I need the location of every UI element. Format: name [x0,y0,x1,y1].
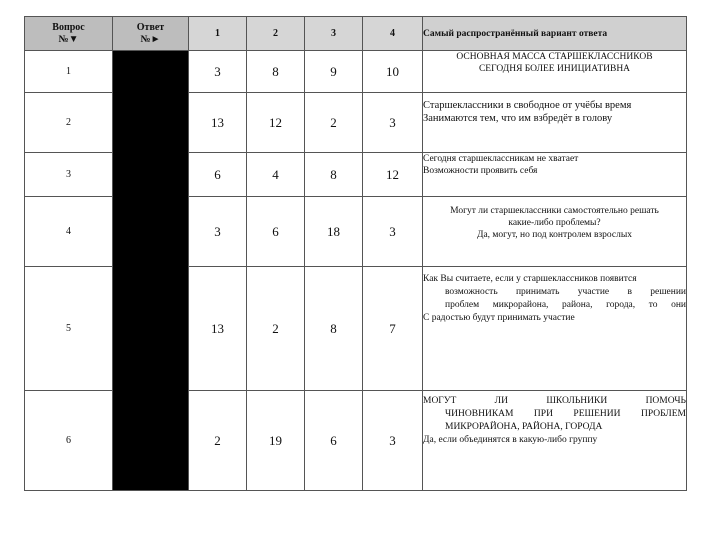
value-cell: 8 [305,153,363,197]
value-cell: 13 [189,267,247,391]
value-cell: 2 [189,391,247,491]
value-cell: 19 [247,391,305,491]
value-cell: 3 [189,51,247,93]
answer-line: Да, могут, но под контролем взрослых [476,230,633,240]
value-cell: 3 [189,197,247,267]
survey-table [24,16,687,491]
column-header-1: 1 [189,17,247,51]
popular-answer-cell [423,153,687,197]
answer-line: Старшеклассники в свободное от учёбы время [423,100,632,111]
answer-line: МИКРОРАЙОНА, РАЙОНА, ГОРОДА [445,422,603,432]
answer-line: СЕГОДНЯ БОЛЕЕ ИНИЦИАТИВНА [478,64,631,74]
answer-line: проблем микрорайона, района, города, то они [445,300,686,310]
value-cell: 13 [189,93,247,153]
popular-answer-header: Самый распространённый вариант ответа [423,17,687,51]
popular-answer-cell [423,93,687,153]
column-header-4: 4 [363,17,423,51]
answer-line: Да, если объединятся в какую-либо группу [423,435,598,445]
answer-line: Как Вы считаете, если у старшеклассников появится [423,274,637,284]
column-header-2: 2 [247,17,305,51]
value-cell: 6 [305,391,363,491]
value-cell: 6 [189,153,247,197]
answer-line: МОГУТ ЛИ ШКОЛЬНИКИ ПОМОЧЬ [423,396,686,406]
column-header-3: 3 [305,17,363,51]
answer-line: ОСНОВНАЯ МАССА СТАРШЕКЛАССНИКОВ [456,52,653,62]
answer-line: Возможности проявить себя [423,166,538,176]
answer-line: Сегодня старшеклассникам не хватает [423,154,579,164]
value-cell: 3 [363,197,423,267]
answer-line: С радостью будут принимать участие [423,313,575,323]
answer-line: возможность принимать участие в решении [445,287,686,297]
question-header-line1: Вопрос [52,21,85,33]
value-cell: 10 [363,51,423,93]
value-cell: 8 [305,267,363,391]
answer-line: какие-либо проблемы? [508,218,601,228]
popular-answer-cell [423,197,687,267]
answer-line: Занимаются тем, что им взбредёт в голову [423,113,613,124]
question-number: 1 [25,51,113,93]
question-number: 6 [25,391,113,491]
header-row [25,17,687,51]
popular-answer-cell [423,267,687,391]
value-cell: 18 [305,197,363,267]
value-cell: 3 [363,391,423,491]
popular-answer-cell [423,391,687,491]
question-number: 4 [25,197,113,267]
question-number: 3 [25,153,113,197]
value-cell: 3 [363,93,423,153]
question-header [25,17,113,51]
answer-number-header [113,17,189,51]
value-cell: 12 [247,93,305,153]
answer-line: Могут ли старшеклассники самостоятельно решать [450,206,659,216]
value-cell: 8 [247,51,305,93]
question-number: 5 [25,267,113,391]
answer-number-column [113,51,189,491]
value-cell: 9 [305,51,363,93]
value-cell: 4 [247,153,305,197]
table-row [25,51,687,93]
answer-header-line2: №► [140,33,161,45]
value-cell: 7 [363,267,423,391]
question-number: 2 [25,93,113,153]
value-cell: 6 [247,197,305,267]
popular-answer-cell [423,51,687,93]
question-header-line2: №▼ [58,33,79,45]
answer-header-line1: Ответ [136,21,165,33]
value-cell: 12 [363,153,423,197]
value-cell: 2 [305,93,363,153]
value-cell: 2 [247,267,305,391]
answer-line: ЧИНОВНИКАМ ПРИ РЕШЕНИИ ПРОБЛЕМ [445,409,686,419]
